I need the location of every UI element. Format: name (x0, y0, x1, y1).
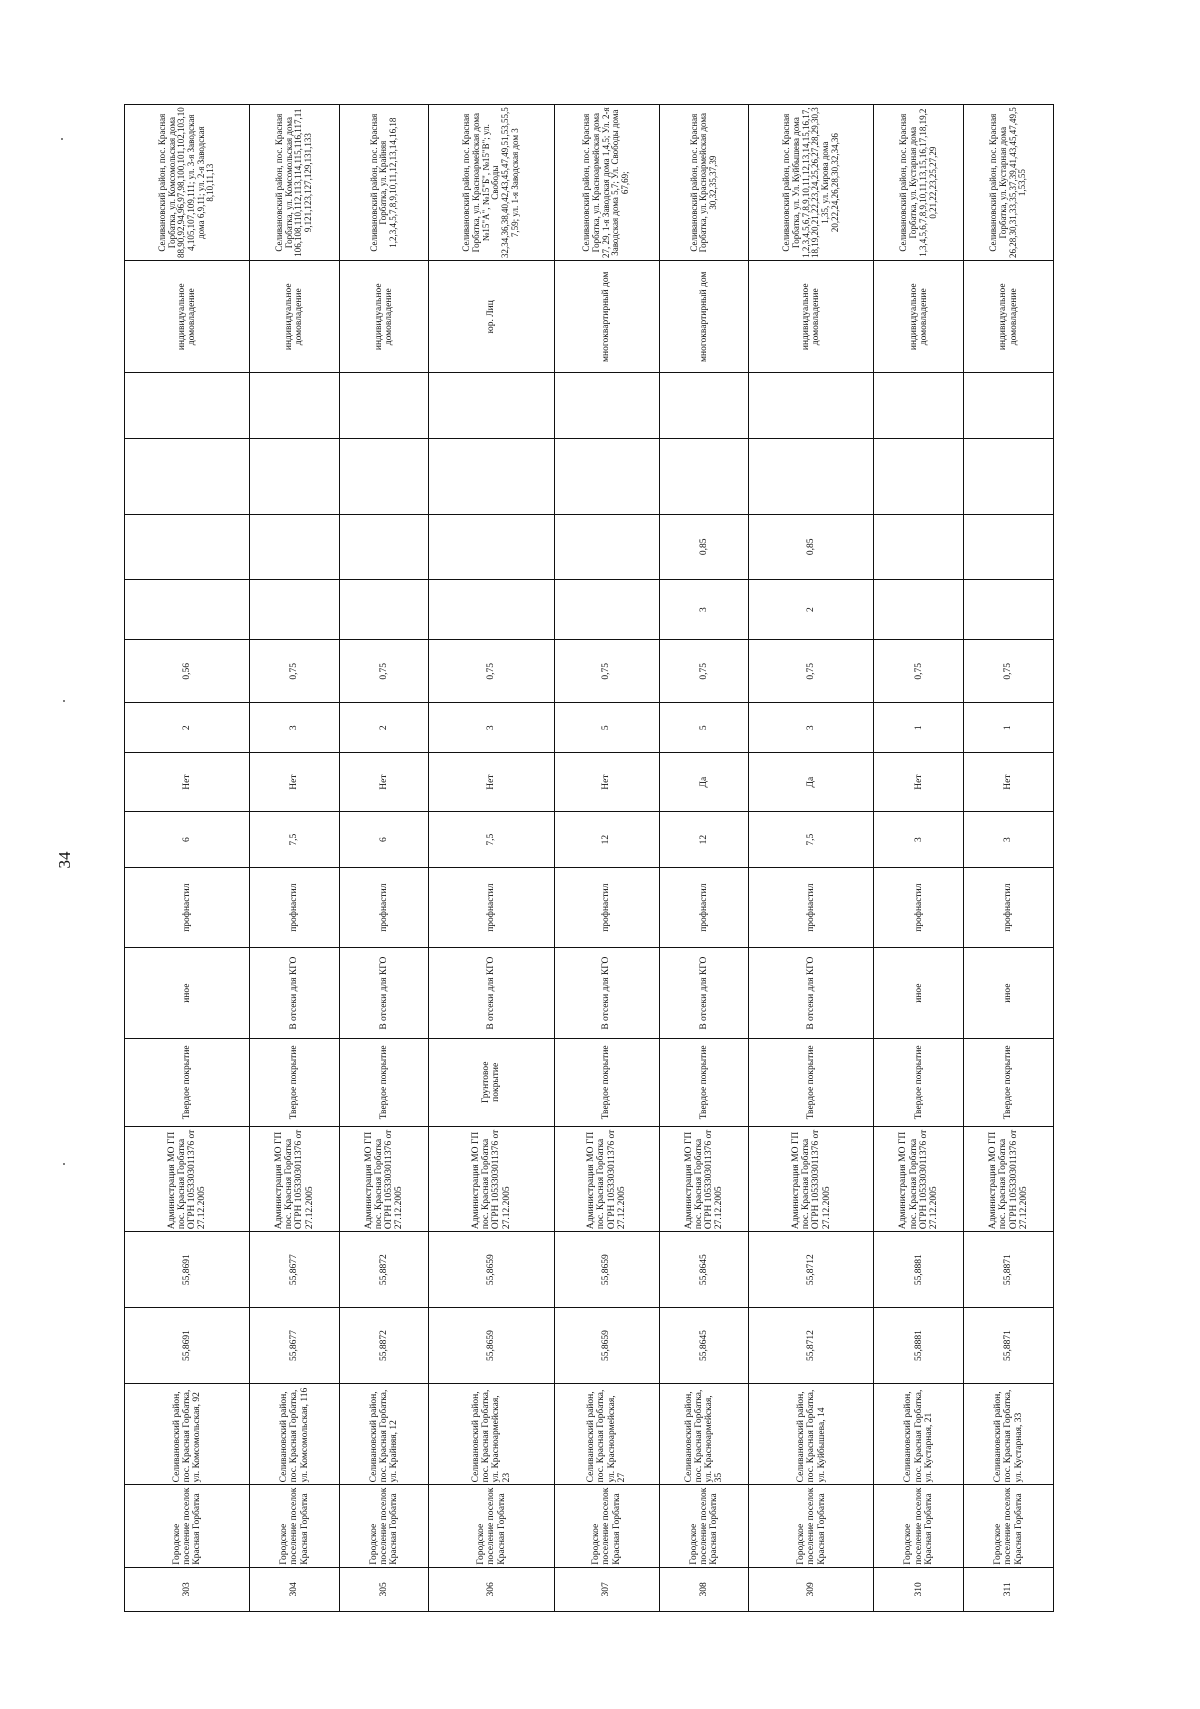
cell-bunker-count: 3 (659, 580, 749, 640)
cell-extra-a (554, 438, 659, 514)
cell-lon: 55,8872 (339, 1232, 429, 1308)
cell-lat: 55,8871 (964, 1308, 1054, 1384)
cell-containers: 3 (250, 703, 340, 753)
cell-volume: 0,75 (554, 640, 659, 703)
cell-containers: 3 (429, 703, 554, 753)
cell-settlement: Городское поселение поселок Красная Горбатка (964, 1485, 1054, 1567)
cell-bunker-volume (125, 514, 250, 579)
cell-owner: Администрация МО ГП пос. Красная Горбатка ОГРН 1053303011376 от 27.12.2005 (749, 1126, 874, 1232)
cell-volume: 0,75 (874, 640, 964, 703)
cell-volume: 0,75 (964, 640, 1054, 703)
cell-num: 306 (429, 1567, 554, 1611)
cell-surface: Грунтовое покрытие (429, 1039, 554, 1127)
cell-source-objects: Селивановский район, пос. Красная Горбатка, ул. Комсомольская дома 106,108,110,112,113,114,115,116,117,119,121,123,127,129,131,133 (250, 105, 340, 261)
cell-area: 12 (659, 812, 749, 868)
cell-bunker-volume (250, 514, 340, 579)
cell-area: 7,5 (749, 812, 874, 868)
table-row (339, 105, 429, 1612)
cell-area: 6 (339, 812, 429, 868)
cell-covered: Нет (964, 753, 1054, 812)
cell-lon: 55,8871 (964, 1232, 1054, 1308)
cell-extra-b (874, 373, 964, 438)
cell-lon: 55,8691 (125, 1232, 250, 1308)
cell-surface: Твердое покрытие (339, 1039, 429, 1127)
scan-speck (63, 700, 65, 702)
cell-covered: Да (749, 753, 874, 812)
page-number: 34 (55, 851, 74, 869)
cell-source-type: юр. Лиц (429, 261, 554, 373)
cell-lon: 55,8712 (749, 1232, 874, 1308)
cell-settlement: Городское поселение поселок Красная Горбатка (749, 1485, 874, 1567)
cell-covered: Нет (250, 753, 340, 812)
cell-source-objects: Селивановский район, пос. Красная Горбатка, ул. Красноармейская дома 30,32,35,37,39 (659, 105, 749, 261)
cell-extra-a (874, 438, 964, 514)
cell-owner: Администрация МО ГП пос. Красная Горбатка ОГРН 1053303011376 от 27.12.2005 (659, 1126, 749, 1232)
cell-area: 3 (874, 812, 964, 868)
cell-address: Селивановский район, пос. Красная Горбатка, ул. Кустарная, 21 (874, 1384, 964, 1485)
cell-surface: Твердое покрытие (749, 1039, 874, 1127)
cell-extra-a (964, 438, 1054, 514)
cell-source-type: индивидуальное домовладение (339, 261, 429, 373)
cell-bunker-count (125, 580, 250, 640)
cell-source-type: индивидуальное домовладение (749, 261, 874, 373)
cell-area: 7,5 (429, 812, 554, 868)
cell-num: 307 (554, 1567, 659, 1611)
cell-bunker-count (250, 580, 340, 640)
cell-containers: 5 (659, 703, 749, 753)
cell-containers: 5 (554, 703, 659, 753)
cell-bunker-volume (339, 514, 429, 579)
cell-bunker-volume: 0,85 (749, 514, 874, 579)
table-row (429, 105, 554, 1612)
cell-container-material: профнастил (659, 868, 749, 948)
table-row (250, 105, 340, 1612)
cell-fence: В отсеки для КГО (659, 948, 749, 1039)
cell-containers: 1 (874, 703, 964, 753)
cell-address: Селивановский район, пос. Красная Горбатка, ул. Красноармейская, 35 (659, 1384, 749, 1485)
cell-covered: Нет (429, 753, 554, 812)
cell-lat: 55,8881 (874, 1308, 964, 1384)
cell-area: 12 (554, 812, 659, 868)
cell-owner: Администрация МО ГП пос. Красная Горбатка ОГРН 1053303011376 от 27.12.2005 (125, 1126, 250, 1232)
scan-speck (61, 138, 63, 140)
cell-surface: Твердое покрытие (964, 1039, 1054, 1127)
cell-covered: Нет (339, 753, 429, 812)
cell-lon: 55,8677 (250, 1232, 340, 1308)
cell-covered: Нет (125, 753, 250, 812)
cell-num: 304 (250, 1567, 340, 1611)
cell-area: 6 (125, 812, 250, 868)
cell-num: 310 (874, 1567, 964, 1611)
cell-fence: иное (874, 948, 964, 1039)
cell-address: Селивановский район, пос. Красная Горбатка, ул. Красноармейская, 23 (429, 1384, 554, 1485)
cell-lon: 55,8659 (554, 1232, 659, 1308)
cell-surface: Твердое покрытие (250, 1039, 340, 1127)
cell-extra-b (659, 373, 749, 438)
cell-settlement: Городское поселение поселок Красная Горбатка (125, 1485, 250, 1567)
cell-source-type: индивидуальное домовладение (125, 261, 250, 373)
registry-table-container (124, 104, 1054, 1612)
cell-extra-b (429, 373, 554, 438)
cell-fence: иное (125, 948, 250, 1039)
cell-container-material: профнастил (554, 868, 659, 948)
cell-bunker-volume (874, 514, 964, 579)
cell-source-objects: Селивановский район, пос. Красная Горбатка, ул. Ул. Куйбышева дома 1,2,3,4,5,6,7,8,9,10,11,12,13,14,15,16,17,18,19,20,21,22,23,24,25,26,27,28,29,30,31,35, ул. Кирова дома 20,22,24,26,28,30,32,34,36 (749, 105, 874, 261)
cell-settlement: Городское поселение поселок Красная Горбатка (874, 1485, 964, 1567)
cell-surface: Твердое покрытие (659, 1039, 749, 1127)
cell-container-material: профнастил (874, 868, 964, 948)
cell-bunker-volume: 0,85 (659, 514, 749, 579)
cell-settlement: Городское поселение поселок Красная Горбатка (339, 1485, 429, 1567)
cell-lon: 55,8659 (429, 1232, 554, 1308)
cell-containers: 2 (125, 703, 250, 753)
table-row (554, 105, 659, 1612)
cell-address: Селивановский район, пос. Красная Горбатка, ул. Красноармейская, 27 (554, 1384, 659, 1485)
cell-lat: 55,8645 (659, 1308, 749, 1384)
scan-speck (63, 1163, 65, 1165)
cell-fence: В отсеки для КГО (429, 948, 554, 1039)
cell-extra-b (749, 373, 874, 438)
cell-source-type: многоквартирный дом (554, 261, 659, 373)
cell-source-objects: Селивановский район, пос. Красная Горбатка, ул. Красноармейская дома 27, 29, 1-я Заводская дома 1,4,5; Ул. 2-я Заводская дома 5,7; Ул. Свободы дома 67,69; (554, 105, 659, 261)
cell-bunker-count (554, 580, 659, 640)
cell-owner: Администрация МО ГП пос. Красная Горбатка ОГРН 1053303011376 от 27.12.2005 (964, 1126, 1054, 1232)
cell-num: 303 (125, 1567, 250, 1611)
cell-extra-a (250, 438, 340, 514)
table-row (125, 105, 250, 1612)
cell-source-type: многоквартирный дом (659, 261, 749, 373)
cell-source-objects: Селивановский район, пос. Красная Горбатка, ул. Крайняя 1,2,3,4,5,7,8,9,10,11,12,13,14,16,18 (339, 105, 429, 261)
cell-volume: 0,75 (659, 640, 749, 703)
cell-source-objects: Селивановский район, пос. Красная Горбатка, ул. Кустарная дома 26,28,30,31,33,35,37,39,41,43,45,47,49,51,53,55 (964, 105, 1054, 261)
cell-num: 309 (749, 1567, 874, 1611)
cell-container-material: профнастил (339, 868, 429, 948)
cell-extra-a (659, 438, 749, 514)
cell-settlement: Городское поселение поселок Красная Горбатка (429, 1485, 554, 1567)
cell-address: Селивановский район, пос. Красная Горбатка, ул. Куйбышева, 14 (749, 1384, 874, 1485)
table-row (749, 105, 874, 1612)
cell-extra-b (125, 373, 250, 438)
cell-containers: 3 (749, 703, 874, 753)
cell-owner: Администрация МО ГП пос. Красная Горбатка ОГРН 1053303011376 от 27.12.2005 (339, 1126, 429, 1232)
cell-source-objects: Селивановский район, пос. Красная Горбатка, ул. Кустарная дома 1,3,4,5,6,7,8,9,10,11,13,15,16,17,18,19,20,21,22,23,25,27,29 (874, 105, 964, 261)
cell-extra-a (125, 438, 250, 514)
cell-extra-b (339, 373, 429, 438)
cell-volume: 0,75 (339, 640, 429, 703)
cell-address: Селивановский район, пос. Красная Горбатка, ул. Кустарная, 33 (964, 1384, 1054, 1485)
registry-body (125, 105, 1054, 1612)
cell-area: 7,5 (250, 812, 340, 868)
cell-source-objects: Селивановский район, пос. Красная Горбатка, ул. Комсомольская дома 88,90,92,94,96,97,98,100,101,102,103,104,105,107,109,111; ул. 3-я Заводская дома 6,9,11; ул. 2-я Заводская 8,10,11,13 (125, 105, 250, 261)
cell-settlement: Городское поселение поселок Красная Горбатка (554, 1485, 659, 1567)
cell-fence: В отсеки для КГО (250, 948, 340, 1039)
cell-source-type: индивидуальное домовладение (964, 261, 1054, 373)
cell-lat: 55,8659 (429, 1308, 554, 1384)
cell-fence: В отсеки для КГО (749, 948, 874, 1039)
cell-owner: Администрация МО ГП пос. Красная Горбатка ОГРН 1053303011376 от 27.12.2005 (874, 1126, 964, 1232)
cell-bunker-volume (429, 514, 554, 579)
table-row (659, 105, 749, 1612)
table-row (964, 105, 1054, 1612)
cell-bunker-volume (964, 514, 1054, 579)
cell-container-material: профнастил (749, 868, 874, 948)
cell-volume: 0,75 (429, 640, 554, 703)
cell-fence: В отсеки для КГО (339, 948, 429, 1039)
cell-num: 311 (964, 1567, 1054, 1611)
cell-lat: 55,8872 (339, 1308, 429, 1384)
cell-address: Селивановский район, пос. Красная Горбатка, ул. Крайняя, 12 (339, 1384, 429, 1485)
cell-lat: 55,8712 (749, 1308, 874, 1384)
cell-extra-b (964, 373, 1054, 438)
cell-owner: Администрация МО ГП пос. Красная Горбатка ОГРН 1053303011376 от 27.12.2005 (429, 1126, 554, 1232)
cell-lon: 55,8645 (659, 1232, 749, 1308)
cell-surface: Твердое покрытие (874, 1039, 964, 1127)
cell-extra-b (554, 373, 659, 438)
cell-volume: 0,75 (749, 640, 874, 703)
cell-bunker-volume (554, 514, 659, 579)
cell-lat: 55,8691 (125, 1308, 250, 1384)
cell-bunker-count (964, 580, 1054, 640)
waste-sites-registry-table (124, 104, 1054, 1612)
cell-surface: Твердое покрытие (125, 1039, 250, 1127)
cell-lon: 55,8881 (874, 1232, 964, 1308)
cell-source-type: индивидуальное домовладение (250, 261, 340, 373)
cell-bunker-count: 2 (749, 580, 874, 640)
cell-covered: Да (659, 753, 749, 812)
cell-extra-b (250, 373, 340, 438)
cell-lat: 55,8659 (554, 1308, 659, 1384)
cell-containers: 1 (964, 703, 1054, 753)
cell-extra-a (749, 438, 874, 514)
cell-container-material: профнастил (964, 868, 1054, 948)
cell-container-material: профнастил (429, 868, 554, 948)
cell-container-material: профнастил (125, 868, 250, 948)
cell-source-type: индивидуальное домовладение (874, 261, 964, 373)
cell-fence: В отсеки для КГО (554, 948, 659, 1039)
cell-containers: 2 (339, 703, 429, 753)
cell-extra-a (339, 438, 429, 514)
cell-owner: Администрация МО ГП пос. Красная Горбатка ОГРН 1053303011376 от 27.12.2005 (250, 1126, 340, 1232)
cell-bunker-count (874, 580, 964, 640)
cell-settlement: Городское поселение поселок Красная Горбатка (659, 1485, 749, 1567)
cell-volume: 0,75 (250, 640, 340, 703)
cell-bunker-count (339, 580, 429, 640)
cell-extra-a (429, 438, 554, 514)
cell-lat: 55,8677 (250, 1308, 340, 1384)
cell-address: Селивановский район, пос. Красная Горбатка, ул. Комсомольская, 116 (250, 1384, 340, 1485)
cell-settlement: Городское поселение поселок Красная Горбатка (250, 1485, 340, 1567)
cell-fence: иное (964, 948, 1054, 1039)
cell-source-objects: Селивановский район, пос. Красная Горбатка, ул. Красноармейская дома №15"А", №15"Б", №15"В"; ул. Свободы 32,34,36,38,40,42,43,45,47,49,51,53,55,57,59; ул. 1-я Заводская дом 3 (429, 105, 554, 261)
cell-surface: Твердое покрытие (554, 1039, 659, 1127)
table-row (874, 105, 964, 1612)
cell-bunker-count (429, 580, 554, 640)
cell-num: 305 (339, 1567, 429, 1611)
cell-owner: Администрация МО ГП пос. Красная Горбатка ОГРН 1053303011376 от 27.12.2005 (554, 1126, 659, 1232)
cell-volume: 0,56 (125, 640, 250, 703)
cell-num: 308 (659, 1567, 749, 1611)
cell-covered: Нет (554, 753, 659, 812)
cell-covered: Нет (874, 753, 964, 812)
cell-address: Селивановский район, пос. Красная Горбатка, ул. Комсомольская, 92 (125, 1384, 250, 1485)
cell-area: 3 (964, 812, 1054, 868)
cell-container-material: профнастил (250, 868, 340, 948)
